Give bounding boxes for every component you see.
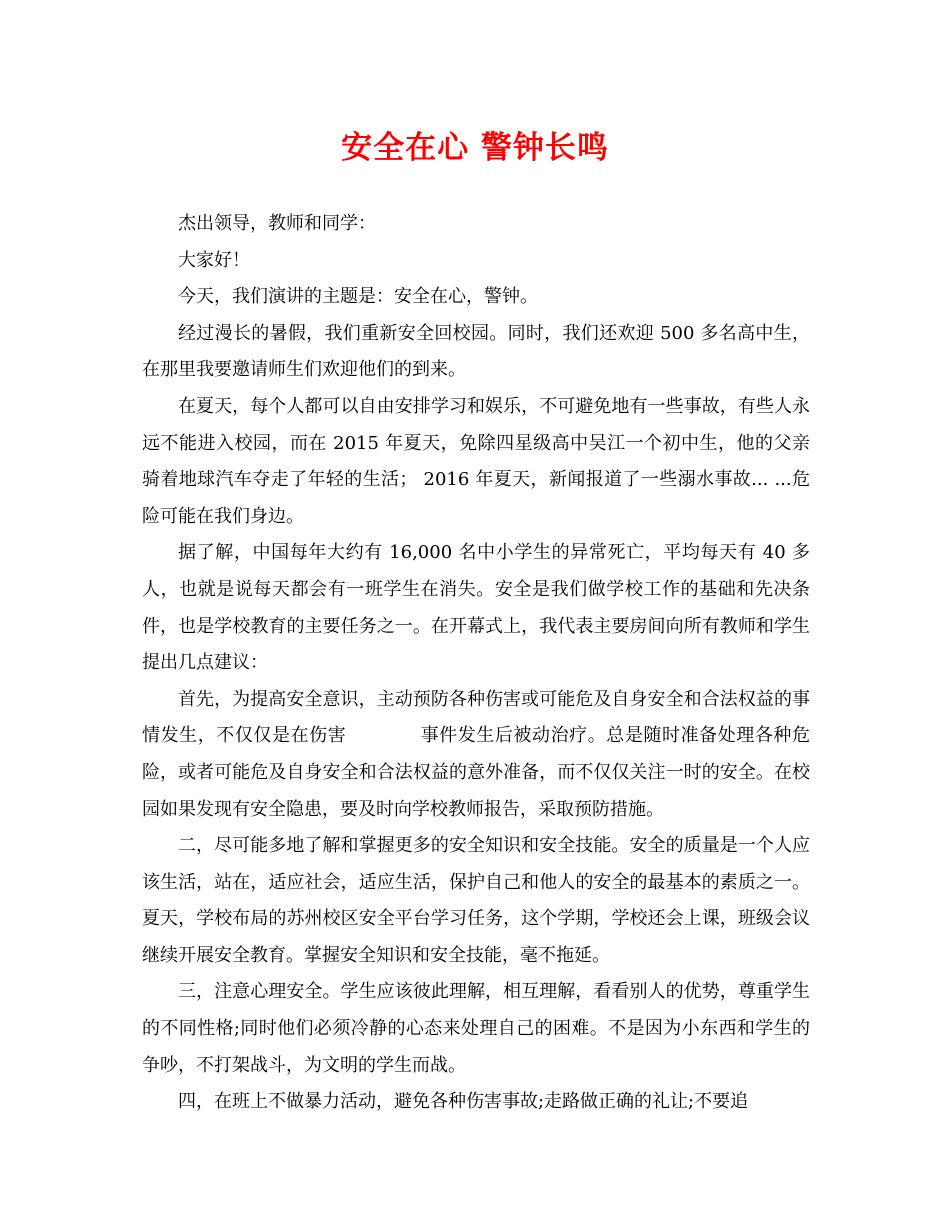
salutation-paragraph: 杰出领导，教师和同学： xyxy=(178,213,376,234)
suggestion-fourth-paragraph: 四，在班上不做暴力活动，避免各种伤害事故;走路做正确的礼让;不要追 xyxy=(178,1091,749,1113)
theme-paragraph: 今天，我们演讲的主题是：安全在心，警钟。 xyxy=(178,286,538,308)
document-title: 安全在心 警钟长鸣 xyxy=(341,130,609,166)
body-paragraph: 据了解，中国每年大约有 16,000 名中小学生的异常死亡，平均每天有 40 多人，也就是说每天都会有一班学生在消失。安全是我们做学校工作的基础和先决条件，也是学校教育的主要任务之一。在开幕式上，我代表主要房间向所有教师和学生提出几点建议： xyxy=(142,542,810,674)
greeting-paragraph: 大家好！ xyxy=(178,249,250,271)
suggestion-second-paragraph: 二，尽可能多地了解和掌握更多的安全知识和安全技能。安全的质量是一个人应该生活，站在，适应社会，适应生活，保护自己和他人的安全的最基本的素质之一。夏天，学校布局的苏州校区安全平台学习任务，这个学期，学校还会上课，班级会议继续开展安全教育。掌握安全知识和安全技能，毫不拖延。 xyxy=(142,835,810,966)
document-body xyxy=(142,206,810,1121)
suggestion-first-paragraph: 首先，为提高安全意识，主动预防各种伤害或可能危及自身安全和合法权益的事情发生，不仅仅是在伤害 事件发生后被动治疗。总是随时准备处理各种危险，或者可能危及自身安全和合法权益的意外准备，而不仅仅关注一时的安全。在校园如果发现有安全隐患，要及时向学校教师报告，采取预防措施。 xyxy=(142,688,810,820)
suggestion-third-paragraph: 三，注意心理安全。学生应该彼此理解，相互理解，看看别人的优势，尊重学生的不同性格;同时他们必须冷静的心态来处理自己的困难。不是因为小东西和学生的争吵，不打架战斗，为文明的学生而战。 xyxy=(142,981,810,1076)
body-paragraph: 在夏天，每个人都可以自由安排学习和娱乐，不可避免地有一些事故，有些人永远不能进入校园，而在 2015 年夏天，免除四星级高中吴江一个初中生，他的父亲骑着地球汽车夺走了年轻的生活； 2016 年夏天，新闻报道了一些溺水事故... ...危险可能在我们身边。 xyxy=(142,395,810,527)
body-paragraph: 经过漫长的暑假，我们重新安全回校园。同时，我们还欢迎 500 多名高中生，在那里我要邀请师生们欢迎他们的到来。 xyxy=(142,322,810,381)
